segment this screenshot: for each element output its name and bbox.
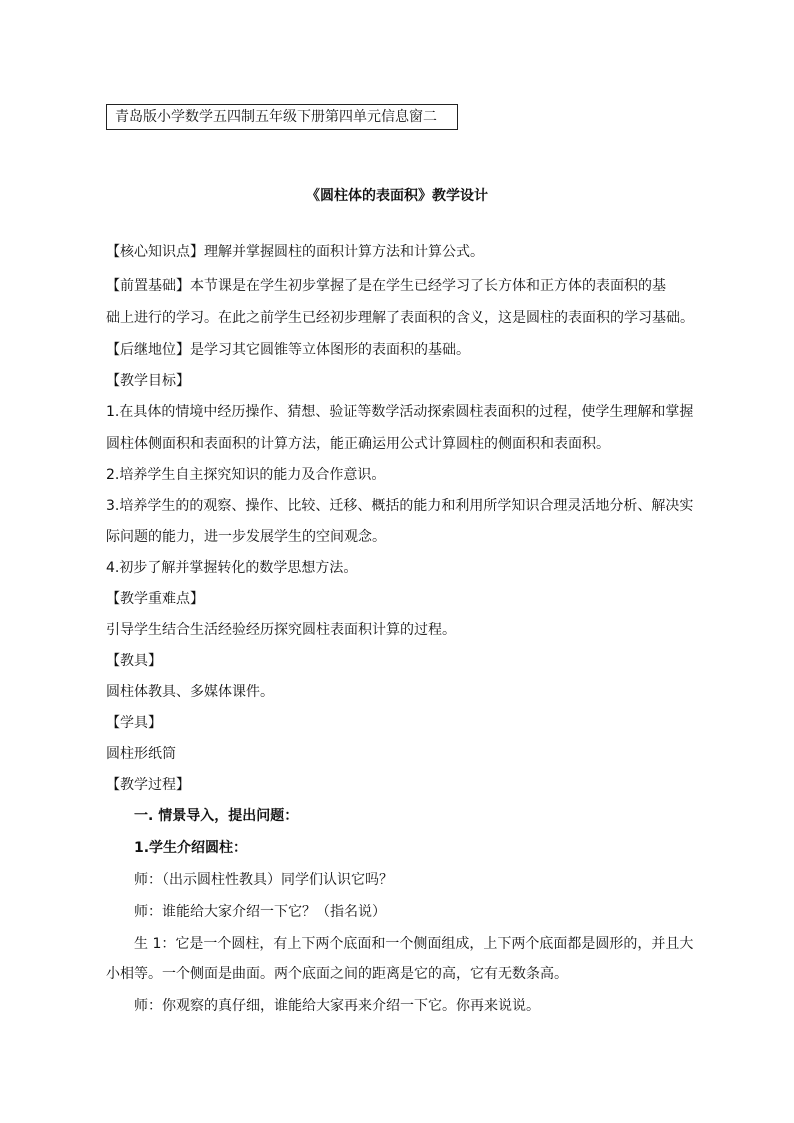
- student-aids-text: 圆柱形纸筒: [106, 746, 176, 762]
- key-points-heading: 【教学重难点】: [106, 591, 204, 607]
- student-line-1-cont: 小相等。一个侧面是曲面。两个底面之间的距离是它的高，它有无数条高。: [106, 966, 568, 982]
- teaching-aids-text: 圆柱体教具、多媒体课件。: [106, 684, 274, 700]
- follow-up-label: 【后继地位】: [106, 342, 190, 358]
- teacher-line-3: 师：你观察的真仔细，谁能给大家再来介绍一下它。你再来说说。: [134, 998, 540, 1014]
- process-heading: 【教学过程】: [106, 777, 190, 793]
- prerequisite-text-1: 本节课是在学生初步掌握了是在学生已经学习了长方体和正方体的表面积的基: [190, 278, 666, 294]
- teacher-line-1: 师：（出示圆柱性教具）同学们认识它吗？: [134, 872, 393, 888]
- key-points-text: 引导学生结合生活经验经历探究圆柱表面积计算的过程。: [106, 622, 456, 638]
- objective-1-line-1: 1.在具体的情境中经历操作、猜想、验证等数学活动探索圆柱表面积的过程，使学生理解和掌握: [106, 404, 694, 420]
- objective-3-line-2: 际问题的能力，进一步发展学生的空间观念。: [106, 529, 386, 545]
- core-knowledge-label: 【核心知识点】: [106, 244, 204, 260]
- objective-2: 2.培养学生自主探究知识的能力及合作意识。: [106, 467, 386, 483]
- core-knowledge-text: 理解并掌握圆柱的面积计算方法和计算公式。: [204, 244, 484, 260]
- prerequisite-line-1: [106, 276, 696, 296]
- process-sub-1: 1.学生介绍圆柱：: [134, 840, 248, 856]
- prerequisite-label: 【前置基础】: [106, 278, 190, 294]
- student-aids-heading: 【学具】: [106, 715, 162, 731]
- teaching-aids-heading: 【教具】: [106, 653, 162, 669]
- core-knowledge-line: [106, 242, 696, 262]
- prerequisite-line-2: 础上进行的学习。在此之前学生已经初步理解了表面积的含义，这是圆柱的表面积的学习基础。: [106, 310, 694, 326]
- objectives-heading: 【教学目标】: [106, 373, 190, 389]
- objective-1-line-2: 圆柱体侧面积和表面积的计算方法，能正确运用公式计算圆柱的侧面积和表面积。: [106, 436, 610, 452]
- objective-3-line-1: 3.培养学生的的观察、操作、比较、迁移、概括的能力和利用所学知识合理灵活地分析、解决实: [106, 498, 694, 514]
- follow-up-line: [106, 340, 696, 360]
- header-box: 青岛版小学数学五四制五年级下册第四单元信息窗二: [106, 104, 458, 130]
- process-section-1: 一. 情景导入，提出问题：: [134, 808, 299, 824]
- student-line-1: 生 1：它是一个圆柱，有上下两个底面和一个侧面组成，上下两个底面都是圆形的，并且大: [134, 936, 694, 952]
- document-title: 《圆柱体的表面积》教学设计: [306, 188, 488, 204]
- follow-up-text: 是学习其它圆锥等立体图形的表面积的基础。: [190, 342, 470, 358]
- objective-4: 4.初步了解并掌握转化的数学思想方法。: [106, 560, 358, 576]
- teacher-line-2: 师：谁能给大家介绍一下它？（指名说）: [134, 904, 386, 920]
